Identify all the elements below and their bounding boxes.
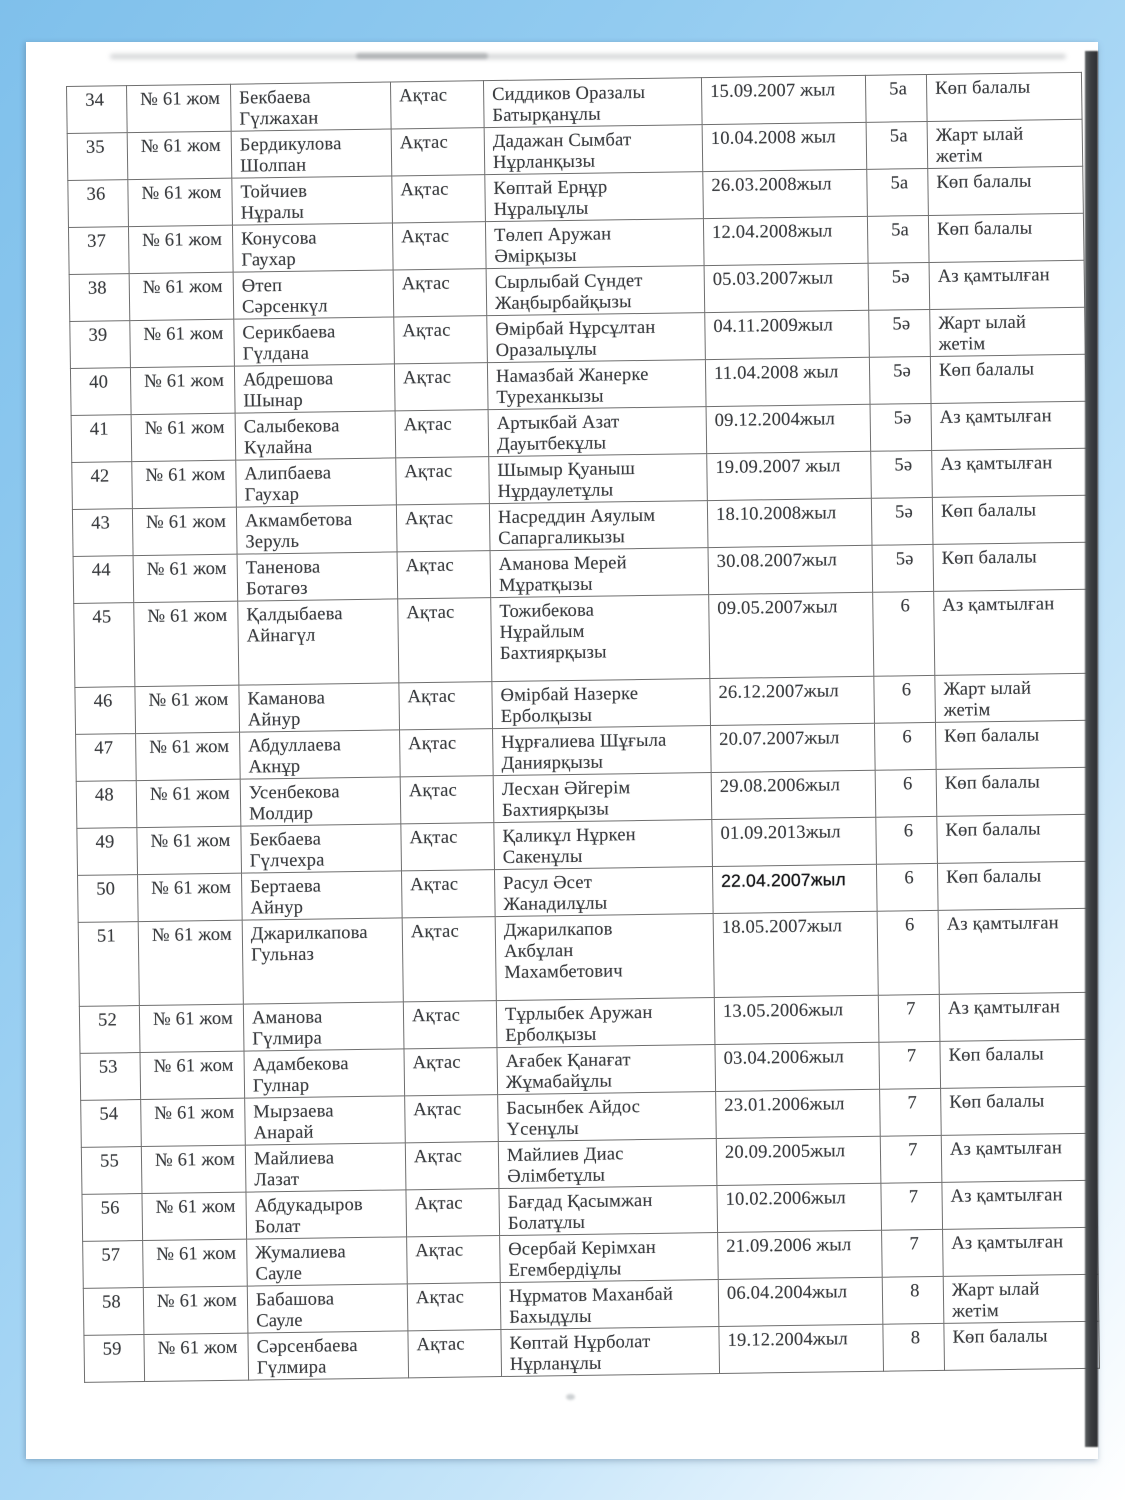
- status-cell: Көп балалы: [933, 542, 1089, 591]
- birth-date-cell: 18.05.2007жыл: [713, 911, 878, 997]
- row-number-cell: 45: [74, 603, 135, 688]
- child-name-cell: Төлеп Аружан Әмірқызы: [485, 219, 704, 269]
- row-number-cell: 49: [77, 828, 138, 876]
- birth-date-cell: 19.09.2007 жыл: [707, 451, 872, 500]
- row-number-cell: 54: [81, 1100, 142, 1148]
- grade-cell: 8: [882, 1276, 944, 1324]
- location-cell: Ақтас: [407, 1236, 501, 1284]
- grade-cell: 7: [880, 1088, 942, 1136]
- parent-name-cell: Салыбекова Күлайна: [235, 411, 396, 460]
- row-number-cell: 35: [67, 133, 128, 181]
- grade-cell: 7: [880, 1135, 942, 1183]
- parent-name-cell: Конусова Гаухар: [232, 223, 393, 272]
- birth-date-cell: 15.09.2007 жыл: [701, 75, 866, 124]
- grade-cell: 6: [876, 816, 938, 864]
- grade-cell: 5ә: [871, 450, 933, 498]
- row-number-cell: 53: [80, 1053, 141, 1101]
- school-cell: № 61 жом: [141, 1145, 246, 1193]
- status-cell: Аз қамтылған: [942, 1180, 1098, 1229]
- school-cell: № 61 жом: [144, 1333, 249, 1381]
- school-cell: № 61 жом: [143, 1286, 248, 1334]
- school-cell: № 61 жом: [131, 413, 236, 461]
- row-number-cell: 48: [76, 781, 137, 829]
- parent-name-cell: Абдуллаева Акнұр: [240, 730, 401, 779]
- row-number-cell: 47: [76, 734, 137, 782]
- parent-name-cell: Абдрешова Шынар: [234, 364, 395, 413]
- row-number-cell: 50: [78, 875, 139, 923]
- status-cell: Көп балалы: [935, 720, 1091, 769]
- scan-artifact-dot: [566, 1394, 575, 1400]
- school-cell: № 61 жом: [136, 779, 241, 827]
- parent-name-cell: Акмамбетова Зеруль: [236, 505, 397, 554]
- row-number-cell: 40: [70, 368, 131, 416]
- location-cell: Ақтас: [408, 1330, 502, 1378]
- birth-date-cell: 10.04.2008 жыл: [702, 122, 867, 171]
- child-name-cell: Көптай Ерңұр Нұралыұлы: [485, 172, 704, 222]
- status-cell: Аз қамтылған: [938, 908, 1094, 994]
- row-number-cell: 58: [83, 1288, 144, 1336]
- status-cell: Көп балалы: [928, 166, 1084, 215]
- status-cell: Аз қамтылған: [939, 992, 1095, 1041]
- child-name-cell: Басынбек Айдос Үсенұлы: [498, 1092, 717, 1142]
- row-number-cell: 55: [81, 1147, 142, 1195]
- grade-cell: 5ә: [871, 497, 933, 545]
- row-number-cell: 57: [83, 1241, 144, 1289]
- status-cell: Көп балалы: [928, 213, 1084, 262]
- location-cell: Ақтас: [390, 81, 484, 129]
- birth-date-cell: 06.04.2004жыл: [718, 1277, 883, 1326]
- table-row: [78, 908, 1094, 1006]
- birth-date-cell: 11.04.2008 жыл: [705, 357, 870, 406]
- status-cell: Жарт ылай жетім: [930, 307, 1086, 356]
- child-name-cell: Өмірбай Назерке Ерболқызы: [492, 679, 711, 729]
- school-cell: № 61 жом: [138, 920, 243, 1005]
- scan-content: [26, 42, 1098, 1459]
- status-cell: Аз қамтылған: [929, 260, 1085, 309]
- location-cell: Ақтас: [400, 729, 494, 777]
- birth-date-cell: 20.09.2005жыл: [716, 1136, 881, 1185]
- location-cell: Ақтас: [395, 410, 489, 458]
- scanned-page: [26, 42, 1098, 1459]
- location-cell: Ақтас: [392, 222, 486, 270]
- location-cell: Ақтас: [403, 1001, 497, 1049]
- child-name-cell: Өсербай Керімхан Егембердіұлы: [500, 1233, 719, 1283]
- row-number-cell: 42: [72, 462, 133, 510]
- row-number-cell: 52: [79, 1006, 140, 1054]
- row-number-cell: 36: [68, 180, 129, 228]
- row-number-cell: 43: [72, 509, 133, 557]
- grade-cell: 6: [875, 769, 937, 817]
- grade-cell: 5а: [866, 121, 928, 169]
- row-number-cell: 59: [84, 1335, 145, 1383]
- location-cell: Ақтас: [399, 682, 493, 730]
- birth-date-cell: 12.04.2008жыл: [703, 216, 868, 265]
- location-cell: Ақтас: [406, 1189, 500, 1237]
- grade-cell: 6: [874, 722, 936, 770]
- school-cell: № 61 жом: [130, 366, 235, 414]
- birth-date-cell: 04.11.2009жыл: [705, 310, 870, 359]
- status-cell: Аз қамтылған: [934, 589, 1090, 675]
- child-name-cell: Лесхан Әйгерім Бахтиярқызы: [493, 773, 712, 823]
- school-cell: № 61 жом: [135, 685, 240, 733]
- birth-date-cell: 30.08.2007жыл: [708, 545, 873, 594]
- row-number-cell: 41: [71, 415, 132, 463]
- parent-name-cell: Джарилкапова Гульназ: [242, 918, 403, 1004]
- school-cell: № 61 жом: [138, 873, 243, 921]
- school-cell: № 61 жом: [143, 1239, 248, 1287]
- status-cell: Аз қамтылған: [943, 1227, 1099, 1276]
- location-cell: Ақтас: [401, 823, 495, 871]
- location-cell: Ақтас: [394, 363, 488, 411]
- location-cell: Ақтас: [400, 776, 494, 824]
- status-cell: Көп балалы: [944, 1321, 1100, 1370]
- parent-name-cell: Бекбаева Гүлжахан: [230, 82, 391, 131]
- birth-date-cell: 09.05.2007жыл: [709, 592, 874, 678]
- status-cell: Жарт ылай жетім: [935, 673, 1091, 722]
- location-cell: Ақтас: [397, 551, 491, 599]
- status-cell: Жарт ылай жетім: [927, 119, 1083, 168]
- grade-cell: 6: [876, 863, 938, 911]
- school-cell: № 61 жом: [127, 131, 232, 179]
- school-cell: № 61 жом: [130, 319, 235, 367]
- student-table: [66, 72, 1100, 1383]
- birth-date-cell: 19.12.2004жыл: [719, 1324, 884, 1373]
- parent-name-cell: Бекбаева Гүлчехра: [241, 824, 402, 873]
- parent-name-cell: Серикбаева Гүлдана: [234, 317, 395, 366]
- status-cell: Көп балалы: [932, 495, 1088, 544]
- school-cell: № 61 жом: [136, 732, 241, 780]
- status-cell: Көп балалы: [926, 72, 1082, 121]
- grade-cell: 6: [873, 591, 935, 676]
- location-cell: Ақтас: [396, 457, 490, 505]
- child-name-cell: Джарилкапов Акбұлан Махамбетович: [495, 914, 714, 1001]
- parent-name-cell: Алипбаева Гаухар: [236, 458, 397, 507]
- child-name-cell: Қаликұл Нұркен Сакенұлы: [494, 820, 713, 870]
- location-cell: Ақтас: [405, 1142, 499, 1190]
- school-cell: № 61 жом: [133, 554, 238, 602]
- birth-date-cell: 22.04.2007жыл: [712, 864, 877, 913]
- school-cell: № 61 жом: [142, 1192, 247, 1240]
- birth-date-cell: 03.04.2006жыл: [715, 1042, 880, 1091]
- child-name-cell: Расул Әсет Жанадилұлы: [494, 867, 713, 917]
- grade-cell: 6: [874, 675, 936, 723]
- child-name-cell: Бағдад Қасымжан Болатұлы: [499, 1186, 718, 1236]
- school-cell: № 61 жом: [127, 84, 232, 132]
- scan-artifact-streak: [110, 54, 1066, 59]
- parent-name-cell: Бертаева Айнур: [242, 871, 403, 920]
- location-cell: Ақтас: [393, 269, 487, 317]
- grade-cell: 7: [878, 994, 940, 1042]
- child-name-cell: Тожибекова Нұрайлым Бахтиярқызы: [491, 595, 710, 682]
- child-name-cell: Намазбай Жанерке Туреханкызы: [487, 360, 706, 410]
- birth-date-cell: 26.03.2008жыл: [703, 169, 868, 218]
- location-cell: Ақтас: [405, 1095, 499, 1143]
- grade-cell: 5а: [867, 215, 929, 263]
- grade-cell: 8: [883, 1323, 945, 1371]
- parent-name-cell: Өтеп Сәрсенкүл: [233, 270, 394, 319]
- row-number-cell: 34: [67, 86, 128, 134]
- location-cell: Ақтас: [401, 870, 495, 918]
- parent-name-cell: Каманова Айнур: [239, 683, 400, 732]
- child-name-cell: Шымыр Қуаныш Нұрдаулетұлы: [489, 454, 708, 504]
- location-cell: Ақтас: [392, 175, 486, 223]
- parent-name-cell: Аманова Гүлмира: [243, 1002, 404, 1051]
- child-name-cell: Өмірбай Нұрсұлтан Оразалыұлы: [487, 313, 706, 363]
- grade-cell: 6: [877, 910, 939, 995]
- parent-name-cell: Адамбекова Гулнар: [244, 1049, 405, 1098]
- school-cell: № 61 жом: [128, 178, 233, 226]
- grade-cell: 7: [881, 1182, 943, 1230]
- status-cell: Көп балалы: [937, 861, 1093, 910]
- scan-edge-bar: [1085, 51, 1098, 1447]
- school-cell: № 61 жом: [129, 272, 234, 320]
- birth-date-cell: 18.10.2008жыл: [707, 498, 872, 547]
- birth-date-cell: 01.09.2013жыл: [712, 817, 877, 866]
- location-cell: Ақтас: [391, 128, 485, 176]
- status-cell: Жарт ылай жетім: [943, 1274, 1099, 1323]
- child-name-cell: Дадажан Сымбат Нұрланқызы: [484, 125, 703, 175]
- school-cell: № 61 жом: [132, 460, 237, 508]
- child-name-cell: Сиддиков Оразалы Батырқанұлы: [483, 78, 702, 128]
- row-number-cell: 44: [73, 556, 134, 604]
- status-cell: Көп балалы: [941, 1086, 1097, 1135]
- birth-date-cell: 10.02.2006жыл: [717, 1183, 882, 1232]
- table-row: [74, 589, 1090, 687]
- grade-cell: 5ә: [868, 262, 930, 310]
- grade-cell: 5ә: [870, 403, 932, 451]
- scan-artifact-dash: [356, 53, 488, 59]
- school-cell: № 61 жом: [134, 601, 239, 686]
- grade-cell: 5ә: [872, 544, 934, 592]
- row-number-cell: 38: [69, 274, 130, 322]
- parent-name-cell: Сәрсенбаева Гүлмира: [248, 1331, 409, 1380]
- child-name-cell: Насреддин Аяулым Сапаргаликызы: [489, 501, 708, 551]
- birth-date-cell: 26.12.2007жыл: [710, 676, 875, 725]
- grade-cell: 5а: [867, 168, 929, 216]
- birth-date-cell: 05.03.2007жыл: [704, 263, 869, 312]
- parent-name-cell: Абдукадыров Болат: [246, 1190, 407, 1239]
- row-number-cell: 46: [75, 687, 136, 735]
- birth-date-cell: 13.05.2006жыл: [714, 995, 879, 1044]
- birth-date-cell: 20.07.2007жыл: [710, 723, 875, 772]
- parent-name-cell: Тойчиев Нұралы: [232, 176, 393, 225]
- row-number-cell: 39: [70, 321, 131, 369]
- parent-name-cell: Мырзаева Анарай: [245, 1096, 406, 1145]
- parent-name-cell: Таненова Ботагөз: [237, 552, 398, 601]
- child-name-cell: Сырлыбай Сүндет Жаңбырбайқызы: [486, 266, 705, 316]
- status-cell: Көп балалы: [937, 814, 1093, 863]
- school-cell: № 61 жом: [137, 826, 242, 874]
- status-cell: Аз қамтылған: [931, 401, 1087, 450]
- parent-name-cell: Қалдыбаева Айнагүл: [238, 599, 399, 685]
- row-number-cell: 51: [78, 922, 139, 1007]
- grade-cell: 5ә: [869, 356, 931, 404]
- child-name-cell: Артыкбай Азат Дауытбекұлы: [488, 407, 707, 457]
- status-cell: Аз қамтылған: [932, 448, 1088, 497]
- school-cell: № 61 жом: [141, 1098, 246, 1146]
- parent-name-cell: Майлиева Лазат: [245, 1143, 406, 1192]
- birth-date-cell: 21.09.2006 жыл: [718, 1230, 883, 1279]
- location-cell: Ақтас: [394, 316, 488, 364]
- parent-name-cell: Жумалиева Сауле: [247, 1237, 408, 1286]
- child-name-cell: Тұрлыбек Аружан Ерболқызы: [496, 998, 715, 1048]
- child-name-cell: Көптай Нұрболат Нұрланұлы: [501, 1327, 720, 1377]
- school-cell: № 61 жом: [132, 507, 237, 555]
- grade-cell: 7: [882, 1229, 944, 1277]
- location-cell: Ақтас: [398, 598, 492, 683]
- school-cell: № 61 жом: [139, 1004, 244, 1052]
- parent-name-cell: Усенбекова Молдир: [240, 777, 401, 826]
- child-name-cell: Ағабек Қанағат Жұмабайұлы: [497, 1045, 716, 1095]
- location-cell: Ақтас: [396, 504, 490, 552]
- location-cell: Ақтас: [402, 917, 496, 1002]
- birth-date-cell: 09.12.2004жыл: [706, 404, 871, 453]
- birth-date-cell: 29.08.2006жыл: [711, 770, 876, 819]
- status-cell: Аз қамтылған: [941, 1133, 1097, 1182]
- school-cell: № 61 жом: [128, 225, 233, 273]
- child-name-cell: Нұрматов Маханбай Бахыдұлы: [500, 1280, 719, 1330]
- student-table-body: [67, 72, 1100, 1382]
- row-number-cell: 37: [68, 227, 129, 275]
- school-cell: № 61 жом: [140, 1051, 245, 1099]
- parent-name-cell: Бердикулова Шолпан: [231, 129, 392, 178]
- child-name-cell: Аманова Мерей Мұратқызы: [490, 548, 709, 598]
- location-cell: Ақтас: [407, 1283, 501, 1331]
- grade-cell: 5а: [865, 74, 927, 122]
- birth-date-cell: 23.01.2006жыл: [716, 1089, 881, 1138]
- grade-cell: 7: [879, 1041, 941, 1089]
- parent-name-cell: Бабашова Сауле: [247, 1284, 408, 1333]
- row-number-cell: 56: [82, 1194, 143, 1242]
- grade-cell: 5ә: [869, 309, 931, 357]
- child-name-cell: Нұрғалиева Шұғыла Даниярқызы: [493, 726, 712, 776]
- child-name-cell: Майлиев Диас Әлімбетұлы: [498, 1139, 717, 1189]
- location-cell: Ақтас: [404, 1048, 498, 1096]
- status-cell: Көп балалы: [936, 767, 1092, 816]
- status-cell: Көп балалы: [930, 354, 1086, 403]
- status-cell: Көп балалы: [940, 1039, 1096, 1088]
